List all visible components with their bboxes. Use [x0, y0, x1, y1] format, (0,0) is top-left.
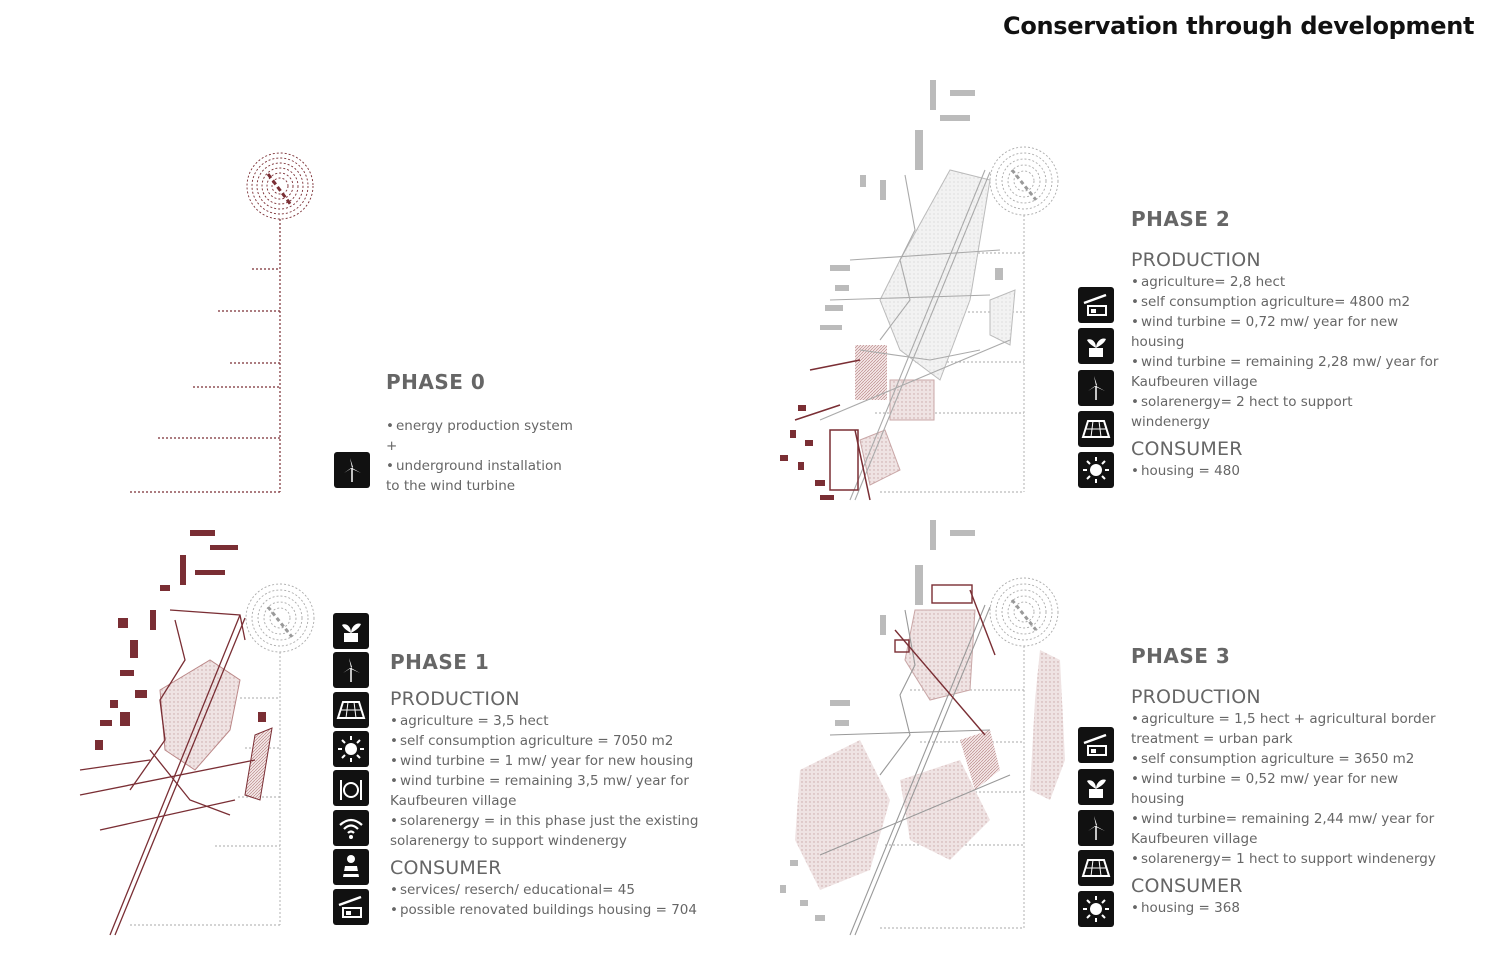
wifi-icon — [333, 810, 369, 846]
phase2-map — [780, 80, 1058, 500]
plant-icon — [1078, 769, 1114, 805]
phase2-production-item: • solarenergy= 2 hect to support — [1131, 392, 1451, 412]
phase1-consumer-item: • possible renovated buildings housing = 704 — [390, 900, 710, 920]
phase0-heading: PHASE 0 — [386, 370, 486, 394]
phase0-cable-lines — [130, 219, 280, 492]
phase2-production-item: • wind turbine = remaining 2,28 mw/ year for — [1131, 352, 1451, 372]
sun-icon — [1078, 452, 1114, 488]
sun-icon — [1078, 891, 1114, 927]
phase2-heading: PHASE 2 — [1131, 207, 1231, 231]
phase1-panel — [390, 650, 710, 920]
phase1-consumer-heading: CONSUMER — [390, 857, 502, 879]
phase0-line: • energy production system — [386, 416, 646, 436]
education-icon — [333, 849, 369, 885]
phase3-production-cont: treatment = urban park — [1131, 731, 1293, 747]
phase3-consumer-heading: CONSUMER — [1131, 875, 1243, 897]
phase1-production-cont: solarenergy to support windenergy — [390, 833, 627, 849]
phase1-production-item: • self consumption agriculture = 7050 m2 — [390, 731, 710, 751]
phase3-map — [780, 520, 1065, 935]
phase1-map — [80, 530, 314, 935]
phase2-production-item: • agriculture= 2,8 hect — [1131, 272, 1451, 292]
phase3-consumer-item: • housing = 368 — [1131, 898, 1461, 918]
plant-icon — [333, 613, 369, 649]
wind-turbine-icon — [1078, 810, 1114, 846]
phase2-production-heading: PRODUCTION — [1131, 249, 1261, 271]
phase0-panel — [386, 370, 646, 496]
restaurant-icon — [333, 770, 369, 806]
phase2-panel — [1131, 207, 1451, 481]
phase0-turbine-rings — [247, 153, 313, 219]
phase3-production-item: • wind turbine = 0,52 mw/ year for new — [1131, 769, 1461, 789]
phase3-production-cont: housing — [1131, 791, 1185, 807]
phase3-production-item: • self consumption agriculture = 3650 m2 — [1131, 749, 1461, 769]
phase3-heading: PHASE 3 — [1131, 644, 1231, 668]
phase0-turbine-blade — [268, 174, 291, 205]
housing-icon — [333, 889, 369, 925]
wind-turbine-icon — [333, 652, 369, 688]
solar-panel-icon — [1078, 850, 1114, 886]
page-title: Conservation through development — [1003, 12, 1475, 40]
phase3-panel — [1131, 644, 1461, 918]
phase2-production-cont: windenergy — [1131, 414, 1210, 430]
phase0-line: • underground installation — [386, 456, 646, 476]
phase2-production-item: • wind turbine = 0,72 mw/ year for new — [1131, 312, 1451, 332]
sun-icon — [333, 731, 369, 767]
housing-icon — [1078, 727, 1114, 763]
phase1-production-item: • wind turbine = 1 mw/ year for new housing — [390, 751, 710, 771]
phase2-production-cont: Kaufbeuren village — [1131, 374, 1258, 390]
phase2-consumer-heading: CONSUMER — [1131, 438, 1243, 460]
phase3-production-item: • agriculture = 1,5 hect + agricultural border — [1131, 709, 1461, 729]
phase3-production-cont: Kaufbeuren village — [1131, 831, 1258, 847]
solar-panel-icon — [1078, 411, 1114, 447]
phase1-consumer-item: • services/ reserch/ educational= 45 — [390, 880, 710, 900]
phase0-plus: + — [386, 438, 398, 454]
phase1-production-item: • solarenergy = in this phase just the existing — [390, 811, 710, 831]
phase2-consumer-item: • housing = 480 — [1131, 461, 1451, 481]
phase3-production-item: • wind turbine= remaining 2,44 mw/ year for — [1131, 809, 1461, 829]
phase1-production-item: • wind turbine = remaining 3,5 mw/ year for — [390, 771, 710, 791]
phase0-line-cont: to the wind turbine — [386, 478, 516, 494]
phase1-production-cont: Kaufbeuren village — [390, 793, 517, 809]
phase2-production-item: • self consumption agriculture= 4800 m2 — [1131, 292, 1451, 312]
phase1-heading: PHASE 1 — [390, 650, 490, 674]
phase1-production-item: • agriculture = 3,5 hect — [390, 711, 710, 731]
housing-icon — [1078, 287, 1114, 323]
plant-icon — [1078, 328, 1114, 364]
wind-turbine-icon — [1078, 370, 1114, 406]
wind-turbine-icon — [334, 452, 370, 488]
phase3-production-heading: PRODUCTION — [1131, 686, 1261, 708]
phase1-production-heading: PRODUCTION — [390, 688, 520, 710]
phase2-production-cont: housing — [1131, 334, 1185, 350]
solar-panel-icon — [333, 692, 369, 728]
phase3-production-item: • solarenergy= 1 hect to support windenergy — [1131, 849, 1461, 869]
